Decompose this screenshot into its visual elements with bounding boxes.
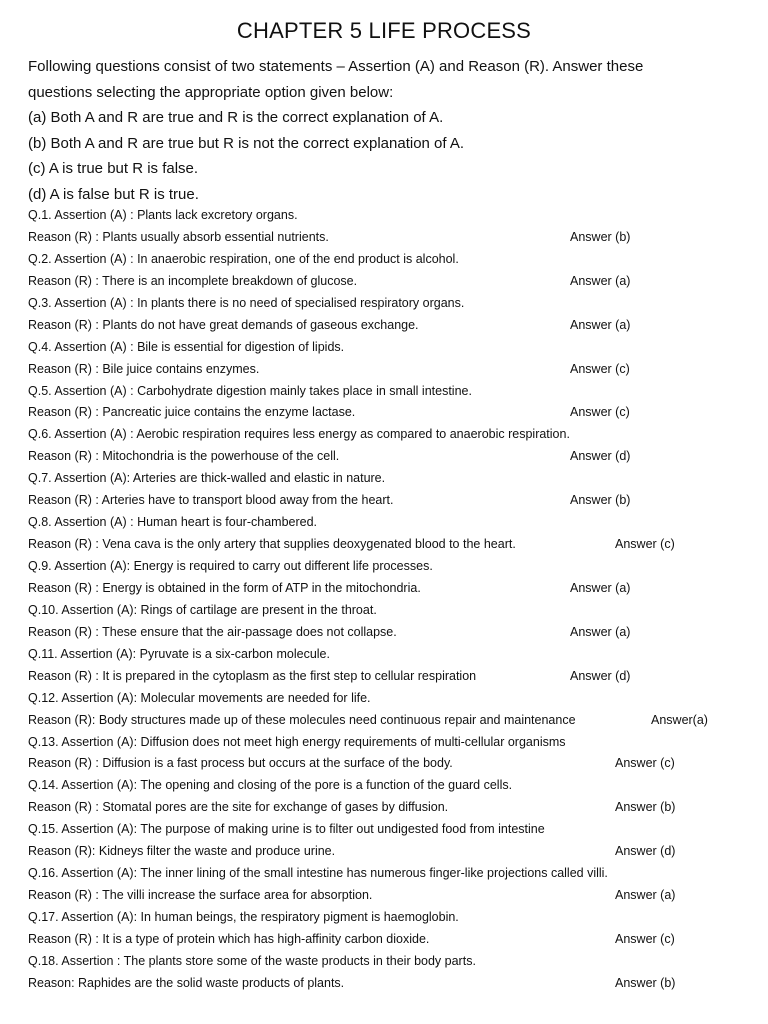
instruction-line: questions selecting the appropriate option given below:: [28, 83, 394, 101]
assertion-line: Q.16. Assertion (A): The inner lining of the small intestine has numerous finger-like projections called villi.: [28, 866, 608, 881]
answer-label: Answer (a): [570, 624, 631, 639]
assertion-line: Q.18. Assertion : The plants store some of the waste products in their body parts.: [28, 953, 476, 968]
reason-text: Reason (R): Body structures made up of these molecules need continuous repair and maintenance: [28, 712, 576, 727]
answer-label: Answer (a): [570, 580, 631, 595]
reason-row: [28, 797, 748, 819]
reason-row: [28, 490, 748, 512]
reason-text: Reason (R) : Vena cava is the only artery that supplies deoxygenated blood to the heart.: [28, 537, 516, 552]
assertion-line: Q.12. Assertion (A): Molecular movements are needed for life.: [28, 690, 371, 705]
assertion-line: Q.9. Assertion (A): Energy is required to carry out different life processes.: [28, 559, 433, 573]
reason-row: [28, 885, 748, 907]
option-a: (a) Both A and R are true and R is the correct explanation of A.: [28, 109, 444, 126]
answer-label: Answer (b): [570, 229, 631, 244]
answer-label: Answer (c): [615, 537, 675, 552]
reason-row: [28, 446, 748, 468]
reason-text: Reason: Raphides are the solid waste products of plants.: [28, 975, 345, 990]
answer-label: Answer (d): [570, 668, 631, 683]
assertion-line: Q.7. Assertion (A): Arteries are thick-walled and elastic in nature.: [28, 471, 386, 486]
assertion-line: Q.11. Assertion (A): Pyruvate is a six-carbon molecule.: [28, 646, 330, 661]
answer-label: Answer (c): [570, 405, 630, 420]
reason-row: [28, 534, 748, 556]
reason-row: [28, 841, 748, 863]
answer-label: Answer (c): [615, 931, 675, 946]
reason-row: [28, 271, 748, 293]
reason-text: Reason (R) : These ensure that the air-passage does not collapse.: [28, 624, 397, 639]
option-b: (b) Both A and R are true but R is not the correct explanation of A.: [28, 134, 465, 152]
assertion-line: Q.8. Assertion (A) : Human heart is four-chambered.: [28, 515, 318, 530]
answer-label: Answer (d): [615, 844, 676, 859]
reason-row: [28, 929, 748, 951]
reason-text: Reason (R) : Diffusion is a fast process but occurs at the surface of the body.: [28, 756, 453, 771]
reason-row: [28, 227, 748, 249]
option-d: (d) A is false but R is true.: [28, 185, 199, 203]
reason-text: Reason (R) : It is prepared in the cytoplasm as the first step to cellular respiration: [28, 668, 477, 683]
reason-text: Reason (R) : Pancreatic juice contains the enzyme lactase.: [28, 405, 356, 420]
reason-text: Reason (R): Kidneys filter the waste and produce urine.: [28, 844, 336, 859]
assertion-line: Q.5. Assertion (A) : Carbohydrate digestion mainly takes place in small intestine.: [28, 383, 472, 398]
reason-row: [28, 973, 748, 995]
instructions: [28, 54, 748, 207]
reason-text: Reason (R) : The villi increase the surface area for absorption.: [28, 888, 373, 903]
option-c: (c) A is true but R is false.: [28, 160, 199, 177]
reason-row: [28, 710, 748, 732]
answer-label: Answer (a): [615, 888, 676, 903]
reason-row: [28, 315, 748, 337]
assertion-line: Q.4. Assertion (A) : Bile is essential for digestion of lipids.: [28, 339, 345, 354]
assertion-line: Q.10. Assertion (A): Rings of cartilage are present in the throat.: [28, 602, 377, 617]
reason-text: Reason (R) : Energy is obtained in the form of ATP in the mitochondria.: [28, 580, 421, 595]
reason-text: Reason (R) : Plants do not have great demands of gaseous exchange.: [28, 317, 419, 332]
reason-text: Reason (R) : Bile juice contains enzymes.: [28, 361, 260, 376]
reason-row: [28, 359, 748, 381]
page-title: CHAPTER 5 LIFE PROCESS: [236, 18, 532, 43]
assertion-line: Q.13. Assertion (A): Diffusion does not meet high energy requirements of multi-cellular organisms: [28, 734, 566, 749]
reason-row: [28, 666, 748, 688]
answer-label: Answer (a): [570, 317, 631, 332]
answer-label: Answer (a): [570, 273, 631, 288]
reason-text: Reason (R) : Mitochondria is the powerhouse of the cell.: [28, 449, 340, 464]
answer-label: Answer (c): [570, 361, 630, 376]
reason-text: Reason (R) : Stomatal pores are the site for exchange of gases by diffusion.: [28, 800, 449, 815]
answer-label: Answer(a): [651, 712, 708, 727]
reason-text: Reason (R) : Plants usually absorb essential nutrients.: [28, 229, 329, 244]
assertion-line: Q.6. Assertion (A) : Aerobic respiration requires less energy as compared to anaerobic respiration.: [28, 427, 570, 442]
assertion-line: Q.17. Assertion (A): In human beings, the respiratory pigment is haemoglobin.: [28, 910, 459, 924]
answer-label: Answer (b): [615, 975, 676, 990]
reason-text: Reason (R) : There is an incomplete breakdown of glucose.: [28, 273, 358, 288]
reason-row: [28, 622, 748, 644]
assertion-line: Q.2. Assertion (A) : In anaerobic respiration, one of the end product is alcohol.: [28, 251, 459, 266]
assertion-line: Q.14. Assertion (A): The opening and closing of the pore is a function of the guard cells.: [28, 778, 513, 793]
reason-text: Reason (R) : It is a type of protein which has high-affinity carbon dioxide.: [28, 931, 430, 946]
assertion-line: Q.1. Assertion (A) : Plants lack excretory organs.: [28, 208, 298, 222]
assertion-line: Q.15. Assertion (A): The purpose of making urine is to filter out undigested food from intestine: [28, 822, 545, 837]
reason-row: [28, 402, 748, 424]
answer-label: Answer (b): [570, 493, 631, 508]
assertion-line: Q.3. Assertion (A) : In plants there is no need of specialised respiratory organs.: [28, 295, 465, 310]
reason-row: [28, 578, 748, 600]
reason-text: Reason (R) : Arteries have to transport blood away from the heart.: [28, 493, 394, 508]
instruction-line: Following questions consist of two statements – Assertion (A) and Reason (R). Answer these: [28, 58, 644, 75]
reason-row: [28, 753, 748, 775]
answer-label: Answer (b): [615, 800, 676, 815]
question-list: [28, 205, 748, 995]
answer-label: Answer (d): [570, 449, 631, 464]
answer-label: Answer (c): [615, 756, 675, 771]
